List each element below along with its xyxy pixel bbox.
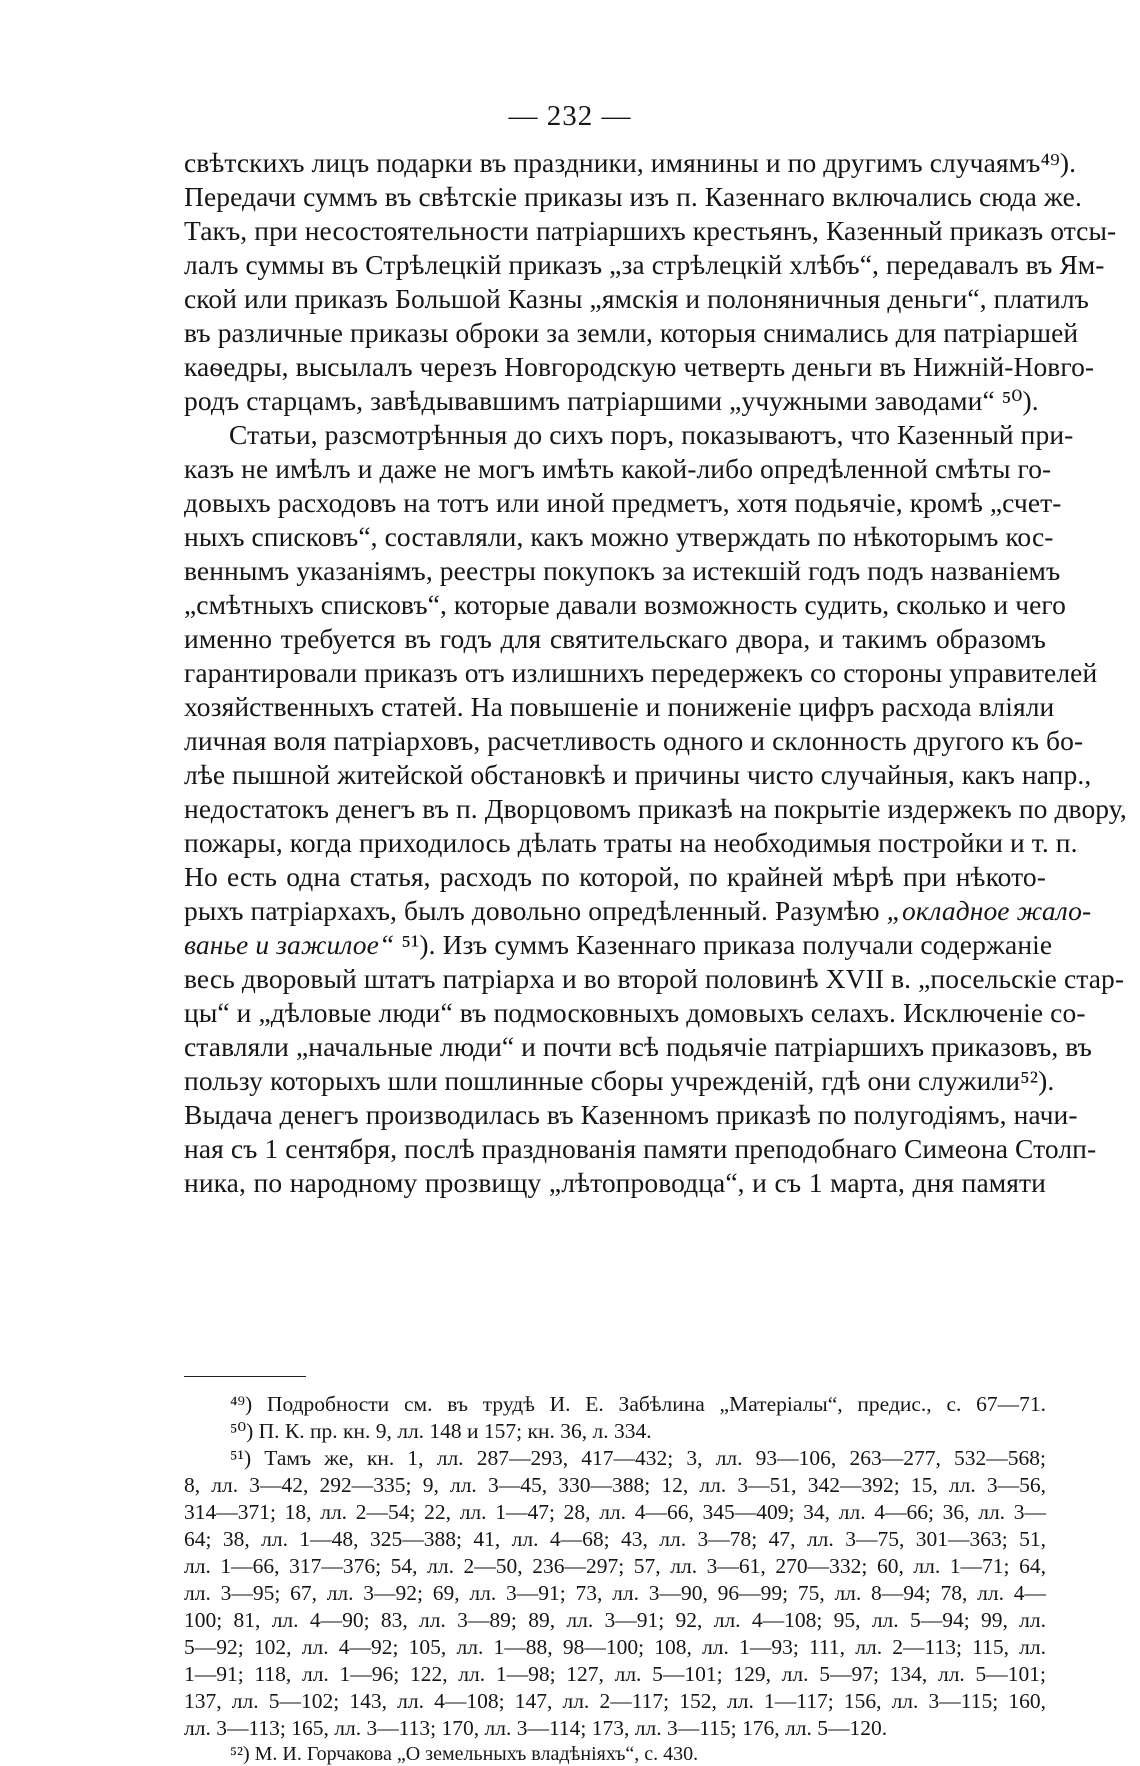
- text-line: цы“ и „дѣловые люди“ въ подмосковныхъ домовыхъ селахъ. Исключеніе со-: [184, 997, 1086, 1028]
- text-line: именно требуется въ годъ для святительскаго двора, и такимъ образомъ: [184, 623, 1046, 654]
- footnote-line: 8, лл. 3—42, 292—335; 9, лл. 3—45, 330—388; 12, лл. 3—51, 342—392; 15, лл. 3—56,: [184, 1473, 1046, 1497]
- footnote-line: ⁵¹) Тамъ же, кн. 1, лл. 287—293, 417—432; 3, лл. 93—106, 263—277, 532—568;: [230, 1446, 1046, 1470]
- text-line: каѳедры, высылалъ черезъ Новгородскую четверть деньги въ Нижній-Новго-: [184, 351, 1095, 382]
- text-line: пожары, когда приходилось дѣлать траты на необходимыя постройки и т. п.: [184, 827, 1078, 858]
- text-line: веннымъ указаніямъ, реестры покупокъ за истекшій годъ подъ названіемъ: [184, 555, 1061, 586]
- text-line: лалъ суммы въ Стрѣлецкій приказъ „за стрѣлецкій хлѣбъ“, передавалъ въ Ям-: [184, 249, 1105, 280]
- footnote-line: 64; 38, лл. 1—48, 325—388; 41, лл. 4—68; 43, лл. 3—78; 47, лл. 3—75, 301—363; 51,: [184, 1527, 1046, 1551]
- text-line: свѣтскихъ лицъ подарки въ праздники, имянины и по другимъ случаямъ⁴⁹).: [184, 147, 1077, 178]
- text-line: ской или приказъ Большой Казны „ямскія и полоняничныя деньги“, платилъ: [184, 283, 1089, 314]
- text-line: Такъ, при несостоятельности патріаршихъ крестьянъ, Казенный приказъ отсы-: [184, 215, 1117, 246]
- italic-phrase: „окладное жало-: [886, 895, 1092, 926]
- footnote-line: 5—92; 102, лл. 4—92; 105, лл. 1—88, 98—100; 108, лл. 1—93; 111, лл. 2—113; 115, лл.: [184, 1635, 1046, 1659]
- page-number: — 232 —: [508, 100, 632, 132]
- text-line: весь дворовый штатъ патріарха и во второй половинѣ XVII в. „посельскіе стар-: [184, 963, 1125, 994]
- footnote-line: ⁵²) М. И. Горчакова „О земельныхъ владѣніяхъ“, с. 430.: [230, 1743, 699, 1765]
- text-segment: рыхъ патріархахъ, былъ довольно опредѣленный. Разумѣю: [184, 895, 880, 926]
- footnote-line: лл. 3—95; 67, лл. 3—92; 69, лл. 3—91; 73, лл. 3—90, 96—99; 75, лл. 8—94; 78, лл. 4—: [184, 1581, 1046, 1605]
- text-line: ставляли „начальные люди“ и почти всѣ подьячіе патріаршихъ приказовъ, въ: [184, 1031, 1092, 1062]
- footnote-line: ⁴⁹) Подробности см. въ трудѣ И. Е. Забѣлина „Матеріалы“, предис., с. 67—71.: [230, 1392, 1046, 1416]
- text-line: пользу которыхъ шли пошлинные сборы учрежденій, гдѣ они служили⁵²).: [184, 1065, 1055, 1096]
- text-line: „смѣтныхъ списковъ“, которые давали возможность судить, сколько и чего: [184, 589, 1066, 620]
- text-line: личная воля патріарховъ, расчетливость одного и склонность другого къ бо-: [184, 725, 1084, 756]
- text-line: гарантировали приказъ отъ излишнихъ передержекъ со стороны управителей: [184, 657, 1098, 688]
- text-line: ныхъ списковъ“, составляли, какъ можно утверждать по нѣкоторымъ кос-: [184, 521, 1054, 552]
- text-line: ная съ 1 сентября, послѣ празднованія памяти преподобнаго Симеона Столп-: [184, 1133, 1097, 1164]
- footnote-separator: [184, 1376, 306, 1377]
- text-line: [184, 929, 1053, 961]
- footnote-line: лл. 3—113; 165, лл. 3—113; 170, лл. 3—114; 173, лл. 3—115; 176, лл. 5—120.: [184, 1716, 888, 1740]
- text-segment: ⁵¹). Изъ суммъ Казеннаго приказа получали содержаніе: [394, 929, 1053, 960]
- text-line: ника, по народному прозвищу „лѣтопроводца“, и съ 1 марта, дня памяти: [184, 1167, 1046, 1198]
- text-line: Статьи, разсмотрѣнныя до сихъ поръ, показываютъ, что Казенный при-: [229, 419, 1074, 450]
- text-line: хозяйственныхъ статей. На повышеніе и пониженіе цифръ расхода вліяли: [184, 691, 1055, 722]
- footnote-line: 1—91; 118, лл. 1—96; 122, лл. 1—98; 127, лл. 5—101; 129, лл. 5—97; 134, лл. 5—101;: [184, 1662, 1046, 1686]
- text-line: родъ старцамъ, завѣдывавшимъ патріаршими „учужными заводами“ ⁵⁰).: [184, 385, 1039, 416]
- text-line: [184, 895, 1092, 927]
- text-line: въ различные приказы оброки за земли, которыя снимались для патріаршей: [184, 317, 1079, 348]
- footnote-line: лл. 1—66, 317—376; 54, лл. 2—50, 236—297; 57, лл. 3—61, 270—332; 60, лл. 1—71; 64,: [184, 1554, 1046, 1578]
- text-line: довыхъ расходовъ на тотъ или иной предметъ, хотя подьячіе, кромѣ „счет-: [184, 487, 1062, 518]
- text-line: казъ не имѣлъ и даже не могъ имѣть какой-либо опредѣленной смѣты го-: [184, 453, 1052, 484]
- text-line: Но есть одна статья, расходъ по которой, по крайней мѣрѣ при нѣкото-: [184, 861, 1046, 892]
- footnote-line: ⁵⁰) П. К. пр. кн. 9, лл. 148 и 157; кн. 36, л. 334.: [230, 1419, 652, 1443]
- text-line: Передачи суммъ въ свѣтскіе приказы изъ п. Казеннаго включались сюда же.: [184, 181, 1082, 212]
- text-line: недостатокъ денегъ въ п. Дворцовомъ приказѣ на покрытіе издержекъ по двору,: [184, 793, 1127, 824]
- text-line: Выдача денегъ производилась въ Казенномъ приказѣ по полугодіямъ, начи-: [184, 1099, 1078, 1130]
- footnote-line: 100; 81, лл. 4—90; 83, лл. 3—89; 89, лл. 3—91; 92, лл. 4—108; 95, лл. 5—94; 99, лл.: [184, 1608, 1046, 1632]
- text-line: лѣе пышной житейской обстановкѣ и причины чисто случайныя, какъ напр.,: [184, 759, 1092, 790]
- italic-phrase: ванье и зажилое“: [184, 929, 395, 960]
- footnote-line: 137, лл. 5—102; 143, лл. 4—108; 147, лл. 2—117; 152, лл. 1—117; 156, лл. 3—115; 160,: [184, 1689, 1046, 1713]
- footnote-line: 314—371; 18, лл. 2—54; 22, лл. 1—47; 28, лл. 4—66, 345—409; 34, лл. 4—66; 36, лл. 3—: [184, 1500, 1046, 1524]
